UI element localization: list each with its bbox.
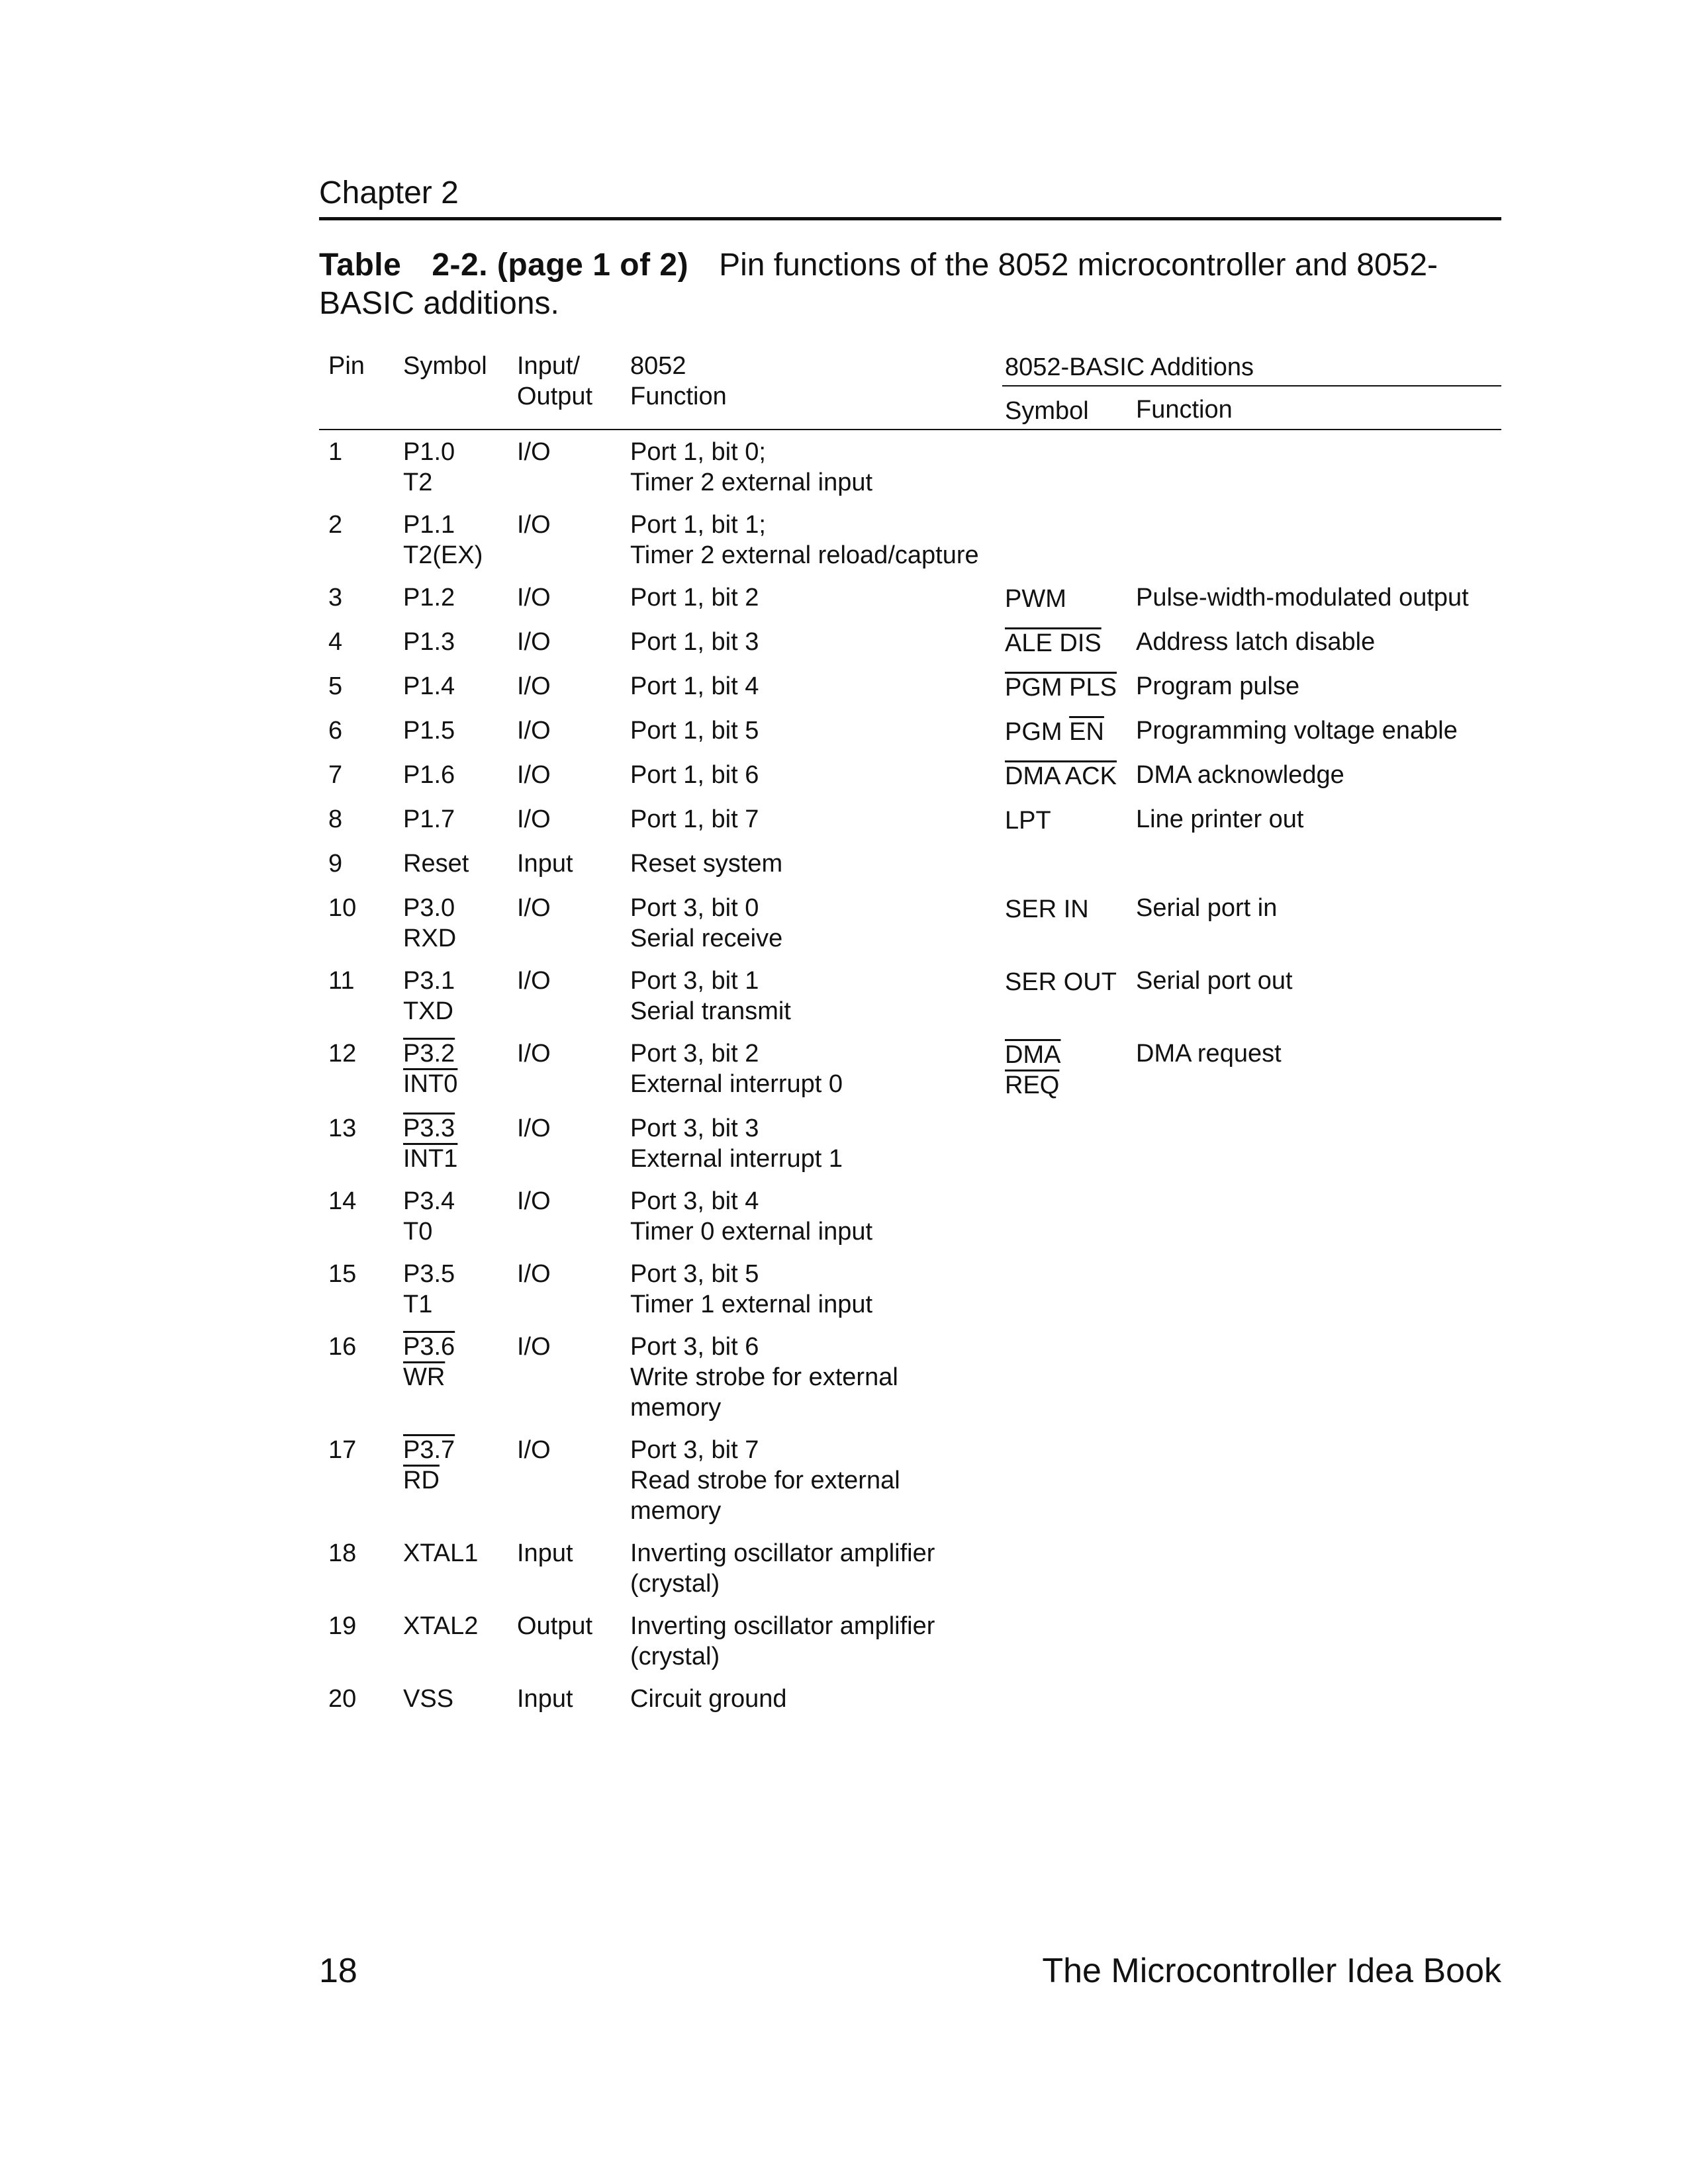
pin-number: 7: [328, 761, 343, 789]
pin-function-line: Write strobe for external: [630, 1363, 898, 1391]
pin-symbol: [403, 893, 456, 954]
pin-symbol: [403, 804, 455, 835]
pin-function-line: Serial transmit: [630, 997, 791, 1025]
pin-io: I/O: [517, 1260, 551, 1288]
pin-function: [630, 1684, 787, 1714]
basic-symbol-line: SER OUT: [1005, 968, 1117, 996]
pin-symbol-line: P3.2: [403, 1040, 455, 1068]
pin-symbol-line: XTAL1: [403, 1539, 479, 1567]
pin-function-line: Port 3, bit 7: [630, 1436, 759, 1464]
pin-symbol-line: P1.0: [403, 438, 455, 466]
column-header-io: [517, 351, 592, 412]
pin-function: [630, 1259, 872, 1320]
pin-function-line: External interrupt 0: [630, 1070, 843, 1098]
pin-function: [630, 848, 782, 879]
pin-symbol: [403, 966, 455, 1026]
pin-symbol: [403, 1435, 455, 1496]
pin-function-line: Timer 2 external reload/capture: [630, 541, 979, 569]
pin-symbol-line: T1: [403, 1291, 433, 1318]
pin-symbol-line: $\overline{WR}$: [403, 1363, 445, 1391]
pin-function-line: Port 1, bit 3: [630, 628, 759, 656]
pin-number: 12: [328, 1040, 357, 1068]
pin-function-line: Port 1, bit 1;: [630, 511, 766, 539]
pin-io: Output: [517, 1612, 593, 1640]
pin-symbol-line: P3.4: [403, 1187, 455, 1215]
pin-symbol: [403, 1684, 453, 1714]
basic-symbol-line: SER IN: [1005, 895, 1089, 923]
pin-function: [630, 893, 782, 954]
pin-io: I/O: [517, 761, 551, 789]
pin-symbol: [403, 1113, 457, 1174]
basic-symbol-line: ALE DIS: [1005, 629, 1102, 657]
pin-symbol-line: T0: [403, 1218, 433, 1246]
pin-function-line: Port 3, bit 6: [630, 1333, 759, 1361]
pin-symbol: [403, 848, 469, 879]
pin-symbol-line: P1.1: [403, 511, 455, 539]
pin-io: I/O: [517, 672, 551, 700]
basic-symbol: [1005, 805, 1051, 836]
basic-function: Line printer out: [1136, 805, 1304, 833]
basic-symbol: [1005, 761, 1117, 792]
pin-io: I/O: [517, 438, 551, 466]
pin-symbol-line: P1.6: [403, 761, 455, 789]
pin-symbol: [403, 1332, 455, 1392]
basic-symbol: [1005, 967, 1117, 997]
pin-symbol-line: P3.1: [403, 967, 455, 995]
pin-io: I/O: [517, 894, 551, 922]
pin-function: [630, 582, 759, 613]
pin-io: Input: [517, 850, 573, 878]
pin-symbol-line: P3.7: [403, 1436, 455, 1464]
pin-function-line: Port 3, bit 2: [630, 1040, 759, 1068]
column-header-additions: 8052-BASIC Additions: [1005, 353, 1254, 381]
pin-io: I/O: [517, 717, 551, 745]
pin-io: I/O: [517, 805, 551, 833]
table-caption: [319, 246, 1511, 323]
basic-symbol: [1005, 672, 1117, 703]
pin-function-line: Timer 1 external input: [630, 1291, 873, 1318]
basic-function: Pulse-width-modulated output: [1136, 584, 1469, 612]
pin-symbol-line: VSS: [403, 1685, 454, 1713]
pin-number: 16: [328, 1333, 357, 1361]
pin-number: 18: [328, 1539, 357, 1567]
pin-symbol-line: Reset: [403, 850, 469, 878]
basic-symbol-line: LPT: [1005, 807, 1051, 835]
pin-io: I/O: [517, 1187, 551, 1215]
column-header-io-line1: Input/: [517, 352, 581, 380]
pin-function-line: Port 3, bit 3: [630, 1115, 759, 1142]
pin-symbol-line: P3.3: [403, 1115, 455, 1142]
pin-function-line: Serial receive: [630, 925, 783, 952]
basic-function: DMA request: [1136, 1040, 1282, 1068]
pin-symbol-line: $\overline{RD}$: [403, 1467, 440, 1494]
pin-symbol: [403, 582, 455, 613]
pin-number: 2: [328, 511, 343, 539]
basic-symbol-line: PWM: [1005, 585, 1066, 613]
basic-symbol-line: PGM $\overline{EN}$: [1005, 718, 1104, 746]
book-title: The Microcontroller Idea Book: [1042, 1952, 1501, 1990]
chapter-heading: Chapter 2: [319, 173, 1501, 220]
pin-symbol: [403, 1611, 478, 1641]
pin-function-line: External interrupt 1: [630, 1145, 843, 1173]
pin-number: 6: [328, 717, 343, 745]
basic-function: Serial port out: [1136, 967, 1293, 995]
pin-io: I/O: [517, 1436, 551, 1464]
pin-function-line: Port 3, bit 4: [630, 1187, 759, 1215]
basic-symbol: [1005, 584, 1066, 614]
pin-function-line: Port 1, bit 0;: [630, 438, 766, 466]
pin-number: 17: [328, 1436, 357, 1464]
pin-symbol-line: P3.5: [403, 1260, 455, 1288]
column-header-function-line2: Function: [630, 383, 727, 410]
pin-function-line: Circuit ground: [630, 1685, 787, 1713]
pin-symbol: [403, 1538, 478, 1569]
basic-symbol-line: $\overline{DMA}$: [1005, 1041, 1061, 1069]
pin-symbol-line: P1.5: [403, 717, 455, 745]
basic-function: Programming voltage enable: [1136, 717, 1458, 745]
pin-symbol-line: XTAL2: [403, 1612, 479, 1640]
pin-number: 8: [328, 805, 343, 833]
pin-number: 19: [328, 1612, 357, 1640]
pin-number: 3: [328, 584, 343, 612]
pin-function: [630, 510, 979, 570]
pin-function-line: Port 3, bit 0: [630, 894, 759, 922]
pin-symbol: [403, 760, 455, 790]
pin-function: [630, 1186, 872, 1247]
column-header-additions-function: Function: [1136, 396, 1233, 424]
pin-io: Input: [517, 1539, 573, 1567]
pin-symbol-line: RXD: [403, 925, 457, 952]
basic-function: Program pulse: [1136, 672, 1300, 700]
pin-number: 4: [328, 628, 343, 656]
pin-function-line: Timer 0 external input: [630, 1218, 873, 1246]
pin-io: I/O: [517, 967, 551, 995]
page-number: 18: [319, 1952, 357, 1990]
pin-function: [630, 760, 759, 790]
pin-function-line: Reset system: [630, 850, 783, 878]
pin-function-line: Port 1, bit 6: [630, 761, 759, 789]
pin-number: 13: [328, 1115, 357, 1142]
pin-function: [630, 437, 872, 498]
pin-function: [630, 1332, 898, 1423]
pin-function: [630, 1113, 843, 1174]
pin-symbol-line: P1.7: [403, 805, 455, 833]
basic-symbol: [1005, 1040, 1060, 1101]
pin-symbol-line: P1.4: [403, 672, 455, 700]
pin-symbol-line: T2: [403, 469, 433, 496]
pin-symbol-line: P1.3: [403, 628, 455, 656]
pin-io: Input: [517, 1685, 573, 1713]
pin-function-line: Port 1, bit 2: [630, 584, 759, 612]
pin-symbol: [403, 671, 455, 702]
pin-io: I/O: [517, 511, 551, 539]
pin-number: 9: [328, 850, 343, 878]
pin-function: [630, 1538, 935, 1599]
pin-symbol: [403, 715, 455, 746]
pin-function-line: Timer 2 external input: [630, 469, 873, 496]
pin-number: 1: [328, 438, 343, 466]
pin-io: I/O: [517, 584, 551, 612]
additions-header-rule: [1002, 385, 1501, 387]
pin-function-line: memory: [630, 1497, 722, 1525]
pin-number: 5: [328, 672, 343, 700]
pin-function-line: Read strobe for external: [630, 1467, 900, 1494]
pin-io: I/O: [517, 1040, 551, 1068]
pin-symbol-line: P3.0: [403, 894, 455, 922]
basic-symbol-line: $\overline{REQ}$: [1005, 1071, 1060, 1099]
table-caption-label: Table: [319, 248, 402, 283]
pin-symbol-line: INT1: [403, 1145, 458, 1173]
basic-symbol-line: PGM PLS: [1005, 674, 1117, 702]
pin-function-line: (crystal): [630, 1643, 720, 1670]
pin-number: 20: [328, 1685, 357, 1713]
pin-symbol-line: INT0: [403, 1070, 458, 1098]
pin-symbol-line: P3.6: [403, 1333, 455, 1361]
column-header-function: [630, 351, 727, 412]
pin-symbol: [403, 437, 455, 498]
column-header-io-line2: Output: [517, 383, 593, 410]
pin-function: [630, 966, 791, 1026]
column-header-function-line1: 8052: [630, 352, 686, 380]
pin-function: [630, 1038, 843, 1099]
header-rule: [319, 429, 1501, 430]
pin-io: I/O: [517, 1115, 551, 1142]
column-header-pin: Pin: [328, 352, 365, 380]
pin-io: I/O: [517, 1333, 551, 1361]
pin-number: 15: [328, 1260, 357, 1288]
column-header-additions-symbol: Symbol: [1005, 397, 1089, 425]
pin-symbol-line: TXD: [403, 997, 453, 1025]
pin-symbol-line: P1.2: [403, 584, 455, 612]
pin-function: [630, 1435, 900, 1526]
pin-function-line: memory: [630, 1394, 722, 1422]
pin-function: [630, 627, 759, 657]
basic-function: Address latch disable: [1136, 628, 1376, 656]
basic-symbol: [1005, 628, 1102, 659]
basic-symbol: [1005, 717, 1104, 747]
table-caption-text: Pin functions of the 8052 microcontroller and 8052-BASIC additions.: [319, 248, 1438, 321]
pin-number: 14: [328, 1187, 357, 1215]
basic-symbol: [1005, 894, 1089, 925]
pin-function-line: Port 1, bit 4: [630, 672, 759, 700]
pin-symbol-line: T2(EX): [403, 541, 483, 569]
pin-function-line: Port 3, bit 5: [630, 1260, 759, 1288]
pin-number: 10: [328, 894, 357, 922]
pin-function: [630, 715, 759, 746]
pin-function: [630, 804, 759, 835]
basic-symbol-line: DMA ACK: [1005, 762, 1117, 790]
pin-symbol: [403, 510, 483, 570]
pin-number: 11: [328, 967, 355, 995]
pin-symbol: [403, 1038, 457, 1099]
pin-function-line: Inverting oscillator amplifier: [630, 1612, 935, 1640]
pin-function-line: Port 3, bit 1: [630, 967, 759, 995]
pin-function: [630, 1611, 935, 1672]
pin-symbol: [403, 1186, 455, 1247]
basic-function: Serial port in: [1136, 894, 1278, 922]
pin-function-line: Inverting oscillator amplifier: [630, 1539, 935, 1567]
table-caption-number: 2-2. (page 1 of 2): [432, 248, 689, 283]
pin-function-line: Port 1, bit 7: [630, 805, 759, 833]
pin-symbol: [403, 1259, 455, 1320]
pin-function-line: (crystal): [630, 1570, 720, 1598]
pin-symbol: [403, 627, 455, 657]
pin-function: [630, 671, 759, 702]
basic-function: DMA acknowledge: [1136, 761, 1344, 789]
pin-function-line: Port 1, bit 5: [630, 717, 759, 745]
pin-io: I/O: [517, 628, 551, 656]
column-header-symbol: Symbol: [403, 352, 487, 380]
